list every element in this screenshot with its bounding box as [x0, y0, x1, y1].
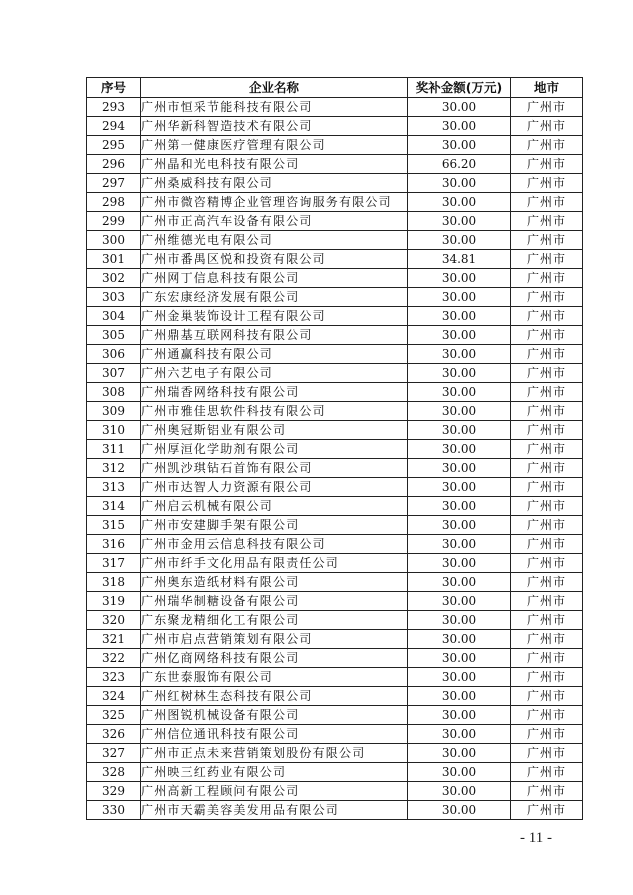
cell-serial-number: 313 — [87, 478, 141, 497]
cell-city: 广州市 — [511, 231, 583, 250]
cell-city: 广州市 — [511, 668, 583, 687]
cell-serial-number: 306 — [87, 345, 141, 364]
cell-company-name: 广州市达智人力资源有限公司 — [141, 478, 408, 497]
cell-serial-number: 297 — [87, 174, 141, 193]
cell-subsidy-amount: 30.00 — [408, 763, 511, 782]
table-row — [87, 611, 583, 630]
table-row — [87, 592, 583, 611]
cell-city: 广州市 — [511, 383, 583, 402]
cell-city: 广州市 — [511, 193, 583, 212]
cell-company-name: 广州华新科智造技术有限公司 — [141, 117, 408, 136]
table-row — [87, 307, 583, 326]
cell-company-name: 广州高新工程顾问有限公司 — [141, 782, 408, 801]
cell-city: 广州市 — [511, 459, 583, 478]
cell-subsidy-amount: 30.00 — [408, 326, 511, 345]
cell-city: 广州市 — [511, 516, 583, 535]
cell-city: 广州市 — [511, 554, 583, 573]
cell-subsidy-amount: 30.00 — [408, 269, 511, 288]
cell-serial-number: 298 — [87, 193, 141, 212]
cell-city: 广州市 — [511, 706, 583, 725]
table-row — [87, 364, 583, 383]
subsidy-table — [86, 77, 583, 820]
cell-city: 广州市 — [511, 763, 583, 782]
cell-serial-number: 302 — [87, 269, 141, 288]
cell-serial-number: 323 — [87, 668, 141, 687]
cell-company-name: 广州通赢科技有限公司 — [141, 345, 408, 364]
cell-company-name: 广州红树林生态科技有限公司 — [141, 687, 408, 706]
cell-subsidy-amount: 30.00 — [408, 706, 511, 725]
cell-city: 广州市 — [511, 307, 583, 326]
cell-serial-number: 318 — [87, 573, 141, 592]
cell-city: 广州市 — [511, 98, 583, 117]
table-row — [87, 136, 583, 155]
cell-serial-number: 325 — [87, 706, 141, 725]
cell-serial-number: 307 — [87, 364, 141, 383]
cell-company-name: 广州六艺电子有限公司 — [141, 364, 408, 383]
cell-serial-number: 295 — [87, 136, 141, 155]
table-row — [87, 668, 583, 687]
cell-serial-number: 305 — [87, 326, 141, 345]
cell-city: 广州市 — [511, 801, 583, 820]
cell-city: 广州市 — [511, 573, 583, 592]
cell-subsidy-amount: 30.00 — [408, 630, 511, 649]
table-body — [87, 98, 583, 820]
cell-subsidy-amount: 30.00 — [408, 193, 511, 212]
cell-company-name: 广州信位通讯科技有限公司 — [141, 725, 408, 744]
cell-serial-number: 309 — [87, 402, 141, 421]
cell-serial-number: 326 — [87, 725, 141, 744]
cell-city: 广州市 — [511, 592, 583, 611]
table-row — [87, 193, 583, 212]
cell-city: 广州市 — [511, 649, 583, 668]
table-row — [87, 440, 583, 459]
cell-company-name: 广州市正点未来营销策划股份有限公司 — [141, 744, 408, 763]
table-row — [87, 497, 583, 516]
cell-serial-number: 304 — [87, 307, 141, 326]
cell-subsidy-amount: 30.00 — [408, 668, 511, 687]
cell-company-name: 广州市安建脚手架有限公司 — [141, 516, 408, 535]
cell-serial-number: 311 — [87, 440, 141, 459]
cell-serial-number: 328 — [87, 763, 141, 782]
cell-company-name: 广州市天霸美容美发用品有限公司 — [141, 801, 408, 820]
cell-serial-number: 299 — [87, 212, 141, 231]
cell-serial-number: 314 — [87, 497, 141, 516]
cell-serial-number: 329 — [87, 782, 141, 801]
cell-city: 广州市 — [511, 497, 583, 516]
cell-city: 广州市 — [511, 535, 583, 554]
cell-city: 广州市 — [511, 744, 583, 763]
cell-city: 广州市 — [511, 174, 583, 193]
cell-subsidy-amount: 30.00 — [408, 383, 511, 402]
table-row — [87, 174, 583, 193]
table-row — [87, 687, 583, 706]
header-company-name: 企业名称 — [141, 78, 408, 98]
cell-company-name: 广州市微咨精博企业管理咨询服务有限公司 — [141, 193, 408, 212]
cell-serial-number: 322 — [87, 649, 141, 668]
cell-serial-number: 300 — [87, 231, 141, 250]
cell-company-name: 广东宏康经济发展有限公司 — [141, 288, 408, 307]
cell-subsidy-amount: 30.00 — [408, 554, 511, 573]
cell-serial-number: 293 — [87, 98, 141, 117]
cell-company-name: 广州亿商网络科技有限公司 — [141, 649, 408, 668]
cell-company-name: 广州市正高汽车设备有限公司 — [141, 212, 408, 231]
table-row — [87, 383, 583, 402]
cell-company-name: 广州映三红药业有限公司 — [141, 763, 408, 782]
header-serial-number: 序号 — [87, 78, 141, 98]
table-row — [87, 231, 583, 250]
cell-subsidy-amount: 30.00 — [408, 421, 511, 440]
cell-company-name: 广州第一健康医疗管理有限公司 — [141, 136, 408, 155]
cell-serial-number: 308 — [87, 383, 141, 402]
cell-city: 广州市 — [511, 725, 583, 744]
cell-city: 广州市 — [511, 402, 583, 421]
table-row — [87, 250, 583, 269]
cell-subsidy-amount: 30.00 — [408, 801, 511, 820]
page-number: - 11 - — [520, 830, 552, 846]
cell-city: 广州市 — [511, 440, 583, 459]
cell-subsidy-amount: 66.20 — [408, 155, 511, 174]
cell-city: 广州市 — [511, 478, 583, 497]
table-row — [87, 402, 583, 421]
table-row — [87, 155, 583, 174]
header-subsidy-amount: 奖补金额(万元) — [408, 78, 511, 98]
cell-serial-number: 321 — [87, 630, 141, 649]
cell-serial-number: 324 — [87, 687, 141, 706]
cell-serial-number: 317 — [87, 554, 141, 573]
cell-company-name: 广州市恒采节能科技有限公司 — [141, 98, 408, 117]
cell-city: 广州市 — [511, 136, 583, 155]
table-row — [87, 117, 583, 136]
cell-subsidy-amount: 34.81 — [408, 250, 511, 269]
cell-serial-number: 310 — [87, 421, 141, 440]
table-row — [87, 649, 583, 668]
cell-subsidy-amount: 30.00 — [408, 440, 511, 459]
cell-company-name: 广州市纤手文化用品有限责任公司 — [141, 554, 408, 573]
cell-serial-number: 316 — [87, 535, 141, 554]
cell-company-name: 广州鼎基互联网科技有限公司 — [141, 326, 408, 345]
cell-subsidy-amount: 30.00 — [408, 497, 511, 516]
cell-city: 广州市 — [511, 250, 583, 269]
table-row — [87, 326, 583, 345]
cell-subsidy-amount: 30.00 — [408, 402, 511, 421]
table-row — [87, 288, 583, 307]
cell-city: 广州市 — [511, 687, 583, 706]
cell-serial-number: 312 — [87, 459, 141, 478]
cell-company-name: 广州市番禺区悦和投资有限公司 — [141, 250, 408, 269]
cell-serial-number: 301 — [87, 250, 141, 269]
cell-company-name: 广州金巢装饰设计工程有限公司 — [141, 307, 408, 326]
cell-city: 广州市 — [511, 345, 583, 364]
table-row — [87, 535, 583, 554]
cell-company-name: 广州厚洹化学助剂有限公司 — [141, 440, 408, 459]
cell-subsidy-amount: 30.00 — [408, 649, 511, 668]
table-row — [87, 554, 583, 573]
cell-serial-number: 320 — [87, 611, 141, 630]
table-row — [87, 630, 583, 649]
cell-company-name: 广东世泰服饰有限公司 — [141, 668, 408, 687]
cell-subsidy-amount: 30.00 — [408, 744, 511, 763]
cell-company-name: 广州瑞香网络科技有限公司 — [141, 383, 408, 402]
table-row — [87, 516, 583, 535]
table-row — [87, 706, 583, 725]
cell-company-name: 广州维德光电有限公司 — [141, 231, 408, 250]
table-row — [87, 269, 583, 288]
table-row — [87, 212, 583, 231]
cell-subsidy-amount: 30.00 — [408, 611, 511, 630]
table-row — [87, 421, 583, 440]
cell-subsidy-amount: 30.00 — [408, 345, 511, 364]
cell-serial-number: 327 — [87, 744, 141, 763]
table-row — [87, 744, 583, 763]
cell-subsidy-amount: 30.00 — [408, 307, 511, 326]
cell-company-name: 广州晶和光电科技有限公司 — [141, 155, 408, 174]
table-row — [87, 725, 583, 744]
table-row — [87, 573, 583, 592]
cell-subsidy-amount: 30.00 — [408, 174, 511, 193]
cell-subsidy-amount: 30.00 — [408, 98, 511, 117]
table-row — [87, 801, 583, 820]
table-row — [87, 98, 583, 117]
cell-subsidy-amount: 30.00 — [408, 687, 511, 706]
cell-city: 广州市 — [511, 421, 583, 440]
cell-company-name: 广州市雅佳思软件科技有限公司 — [141, 402, 408, 421]
cell-subsidy-amount: 30.00 — [408, 231, 511, 250]
cell-serial-number: 315 — [87, 516, 141, 535]
cell-company-name: 广州市金用云信息科技有限公司 — [141, 535, 408, 554]
cell-subsidy-amount: 30.00 — [408, 117, 511, 136]
header-city: 地市 — [511, 78, 583, 98]
cell-city: 广州市 — [511, 269, 583, 288]
cell-company-name: 广州奥冠斯铝业有限公司 — [141, 421, 408, 440]
table-row — [87, 763, 583, 782]
cell-subsidy-amount: 30.00 — [408, 288, 511, 307]
cell-subsidy-amount: 30.00 — [408, 535, 511, 554]
cell-subsidy-amount: 30.00 — [408, 478, 511, 497]
table-row — [87, 345, 583, 364]
cell-company-name: 广州瑞华制糖设备有限公司 — [141, 592, 408, 611]
cell-subsidy-amount: 30.00 — [408, 364, 511, 383]
table-row — [87, 459, 583, 478]
cell-city: 广州市 — [511, 326, 583, 345]
cell-subsidy-amount: 30.00 — [408, 459, 511, 478]
cell-company-name: 广州启云机械有限公司 — [141, 497, 408, 516]
cell-city: 广州市 — [511, 630, 583, 649]
cell-city: 广州市 — [511, 117, 583, 136]
cell-company-name: 广州凯沙琪钻石首饰有限公司 — [141, 459, 408, 478]
cell-subsidy-amount: 30.00 — [408, 212, 511, 231]
cell-subsidy-amount: 30.00 — [408, 516, 511, 535]
cell-subsidy-amount: 30.00 — [408, 782, 511, 801]
cell-company-name: 广州奥东造纸材料有限公司 — [141, 573, 408, 592]
table-row — [87, 782, 583, 801]
cell-city: 广州市 — [511, 212, 583, 231]
table-row — [87, 478, 583, 497]
cell-company-name: 广州图锐机械设备有限公司 — [141, 706, 408, 725]
cell-city: 广州市 — [511, 155, 583, 174]
cell-company-name: 广州网丁信息科技有限公司 — [141, 269, 408, 288]
cell-city: 广州市 — [511, 782, 583, 801]
cell-subsidy-amount: 30.00 — [408, 725, 511, 744]
cell-subsidy-amount: 30.00 — [408, 573, 511, 592]
cell-city: 广州市 — [511, 364, 583, 383]
cell-city: 广州市 — [511, 611, 583, 630]
cell-company-name: 广州桑威科技有限公司 — [141, 174, 408, 193]
cell-serial-number: 303 — [87, 288, 141, 307]
cell-company-name: 广州市启点营销策划有限公司 — [141, 630, 408, 649]
cell-company-name: 广东聚龙精细化工有限公司 — [141, 611, 408, 630]
cell-serial-number: 296 — [87, 155, 141, 174]
cell-city: 广州市 — [511, 288, 583, 307]
cell-serial-number: 330 — [87, 801, 141, 820]
cell-serial-number: 294 — [87, 117, 141, 136]
cell-serial-number: 319 — [87, 592, 141, 611]
table-header-row — [87, 78, 583, 98]
cell-subsidy-amount: 30.00 — [408, 136, 511, 155]
cell-subsidy-amount: 30.00 — [408, 592, 511, 611]
